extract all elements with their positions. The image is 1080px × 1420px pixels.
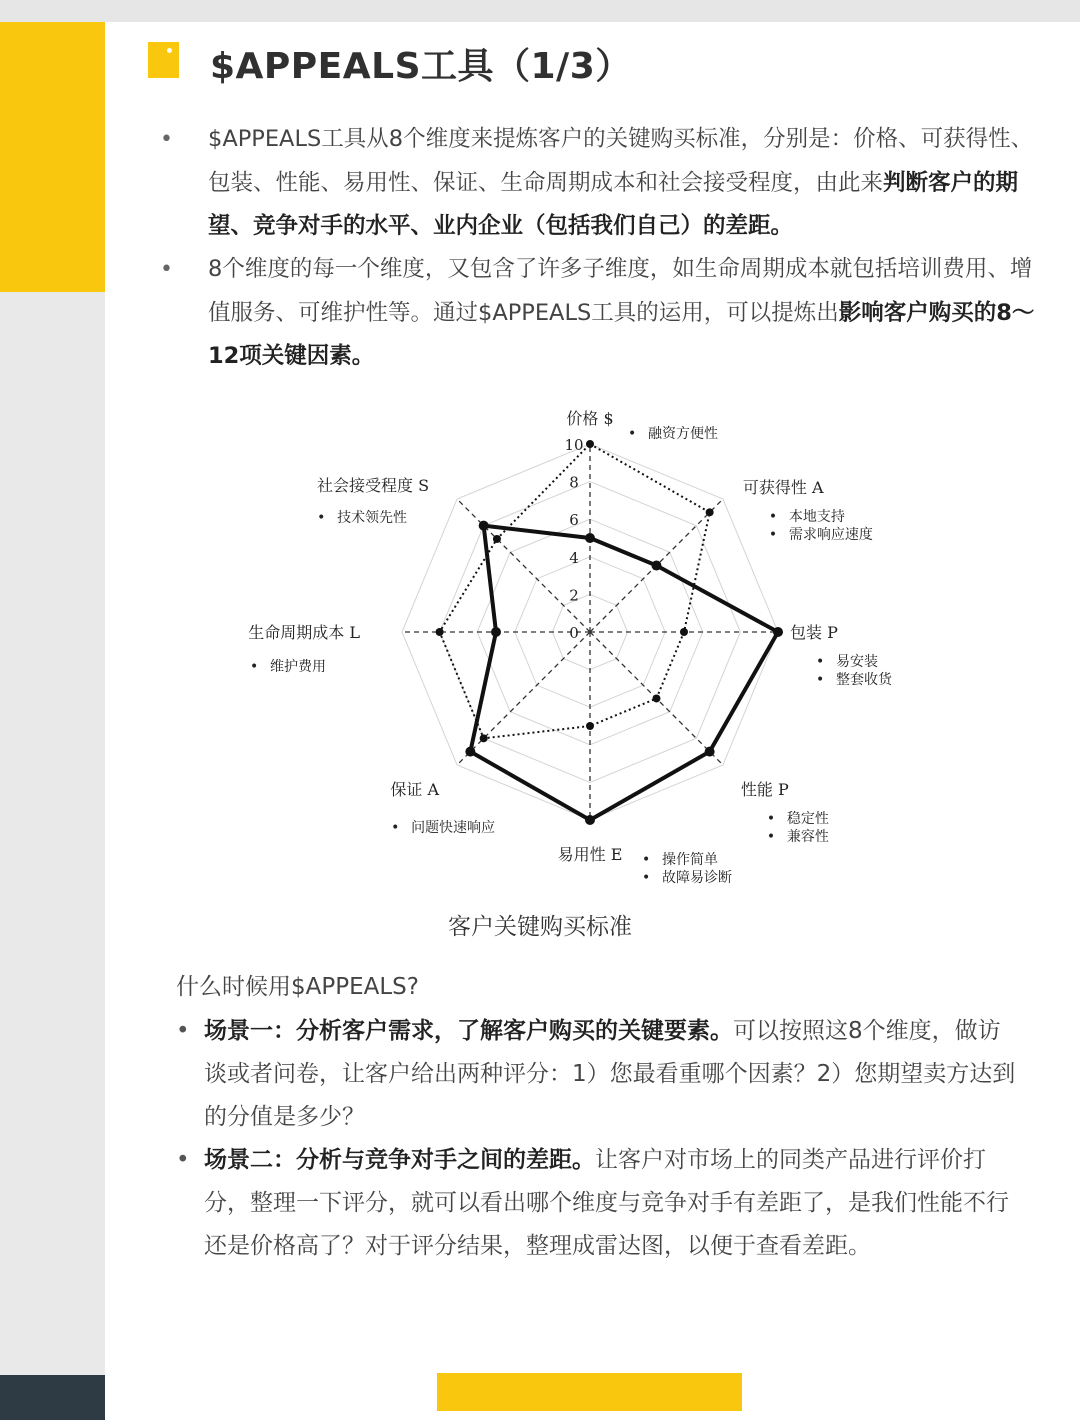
radar-point bbox=[680, 628, 688, 636]
radar-axis-note-bullet: • bbox=[391, 819, 400, 836]
radar-chart bbox=[248, 390, 945, 886]
top-strip bbox=[0, 0, 1080, 22]
radar-axis-note-bullet: • bbox=[642, 852, 651, 868]
radar-axis-note-bullet: • bbox=[766, 810, 776, 827]
radar-tick-label: 4 bbox=[569, 548, 579, 567]
radar-point bbox=[493, 535, 501, 543]
question-heading: 什么时候用$APPEALS? bbox=[176, 974, 419, 1000]
radar-point bbox=[706, 508, 714, 516]
scene-1-bold: 场景一：分析客户需求，了解客户购买的关键要素。 bbox=[204, 1018, 733, 1044]
radar-tick-label: 10 bbox=[564, 436, 584, 454]
radar-axis-note: 兼容性 bbox=[786, 828, 829, 845]
radar-axis-note: 维护费用 bbox=[270, 659, 326, 675]
radar-axis-note-bullet: • bbox=[250, 659, 259, 675]
radar-series-solid bbox=[470, 526, 778, 820]
scene-1-plain: 可以按照这8个维度，做访谈或者问卷，让客户给出两种评分：1）您最看重哪个因素？2）您期望卖方达到的分值是多少？ bbox=[204, 1018, 1016, 1130]
radar-axis-note-bullet: • bbox=[816, 672, 825, 688]
radar-axis-note: 问题快速响应 bbox=[411, 819, 496, 836]
bullet-2 bbox=[160, 248, 1040, 383]
bullet-dot: • bbox=[176, 1147, 190, 1173]
left-gray-bar bbox=[0, 292, 105, 1375]
bullet-1-bold: 判断客户的期望、竞争对手的水平、业内企业（包括我们自己）的差距。 bbox=[208, 169, 1019, 239]
radar-axis-note-bullet: • bbox=[768, 527, 778, 544]
bullet-1-plain: $APPEALS工具从8个维度来提炼客户的关键购买标准，分别是：价格、可获得性、包装、性能、易用性、保证、生命周期成本和社会接受程度，由此来 bbox=[208, 126, 1034, 196]
chart-caption: 客户关键购买标准 bbox=[448, 914, 632, 940]
scene-1 bbox=[176, 1010, 1016, 1140]
bullet-2-plain: 8个维度的每一个维度，又包含了许多子维度，如生命周期成本就包括培训费用、增值服务、可维护性等。通过$APPEALS工具的运用，可以提炼出 bbox=[208, 256, 1033, 326]
radar-point bbox=[479, 521, 489, 531]
scene-1-text bbox=[204, 1010, 1016, 1139]
radar-axis-note: 需求响应速度 bbox=[788, 527, 873, 544]
radar-axis-note-bullet: • bbox=[628, 426, 637, 442]
bullet-dot: • bbox=[160, 127, 173, 152]
radar-tick-label: 0 bbox=[569, 624, 579, 642]
left-accent-bar bbox=[0, 22, 105, 292]
bottom-accent-bar bbox=[437, 1373, 742, 1411]
radar-point bbox=[585, 815, 595, 825]
bullet-2-text bbox=[208, 248, 1038, 379]
radar-axis-note: 本地支持 bbox=[788, 509, 845, 526]
radar-axis-note: 融资方便性 bbox=[648, 426, 718, 442]
scene-2-plain: 让客户对市场上的同类产品进行评价打分，整理一下评分，就可以看出哪个维度与竞争对手有差距了，是我们性能不行还是价格高了？对于评分结果，整理成雷达图，以便于查看差距。 bbox=[204, 1147, 1009, 1259]
radar-axis-label: 保证 A bbox=[390, 779, 440, 799]
radar-axis-note-bullet: • bbox=[317, 510, 326, 527]
scene-2-bold: 场景二：分析与竞争对手之间的差距。 bbox=[204, 1147, 595, 1173]
radar-axis-note: 操作简单 bbox=[662, 852, 718, 868]
radar-axis-label: 价格 $ bbox=[566, 409, 614, 428]
radar-axis-note: 稳定性 bbox=[786, 810, 829, 827]
radar-point bbox=[436, 628, 444, 636]
radar-chart-svg bbox=[248, 390, 945, 886]
radar-axis-note-bullet: • bbox=[816, 654, 825, 670]
radar-axis-label: 包装 P bbox=[790, 623, 838, 642]
title-marker bbox=[148, 42, 179, 78]
radar-axis-label: 社会接受程度 S bbox=[317, 476, 430, 496]
radar-point bbox=[465, 747, 475, 757]
radar-point bbox=[652, 694, 660, 702]
radar-point bbox=[480, 734, 488, 742]
scene-2 bbox=[176, 1139, 1016, 1314]
radar-axis-label: 易用性 E bbox=[557, 845, 623, 864]
bullet-1 bbox=[160, 118, 1040, 253]
radar-tick-label: 8 bbox=[569, 473, 579, 492]
bullet-dot: • bbox=[160, 257, 173, 282]
radar-tick-label: 6 bbox=[569, 511, 579, 530]
page-title: $APPEALS工具（1/3） bbox=[210, 46, 632, 87]
radar-point bbox=[705, 747, 715, 757]
radar-point bbox=[651, 561, 661, 571]
radar-point bbox=[773, 627, 783, 637]
radar-tick-label: 2 bbox=[569, 586, 579, 605]
scene-2-text bbox=[204, 1139, 1016, 1268]
left-dark-block bbox=[0, 1375, 105, 1420]
radar-axis-label: 可获得性 A bbox=[742, 478, 824, 498]
radar-axis-label: 生命周期成本 L bbox=[248, 623, 360, 642]
bullet-dot: • bbox=[176, 1018, 190, 1044]
radar-axis-note: 易安装 bbox=[836, 654, 878, 670]
radar-axis-note: 整套收货 bbox=[836, 672, 892, 688]
radar-axis-note-bullet: • bbox=[768, 509, 778, 526]
radar-axis-note: 故障易诊断 bbox=[662, 870, 732, 886]
radar-point bbox=[586, 440, 594, 448]
radar-axis-note: 技术领先性 bbox=[337, 510, 408, 527]
radar-axis-note-bullet: • bbox=[766, 828, 776, 845]
bullet-1-text bbox=[208, 118, 1038, 249]
radar-axis-label: 性能 P bbox=[740, 779, 789, 799]
bullet-2-bold: 影响客户购买的8～12项关键因素。 bbox=[208, 299, 1035, 369]
radar-point bbox=[491, 627, 501, 637]
radar-point bbox=[585, 533, 595, 543]
radar-point bbox=[586, 722, 594, 730]
radar-axis-note-bullet: • bbox=[642, 870, 651, 886]
